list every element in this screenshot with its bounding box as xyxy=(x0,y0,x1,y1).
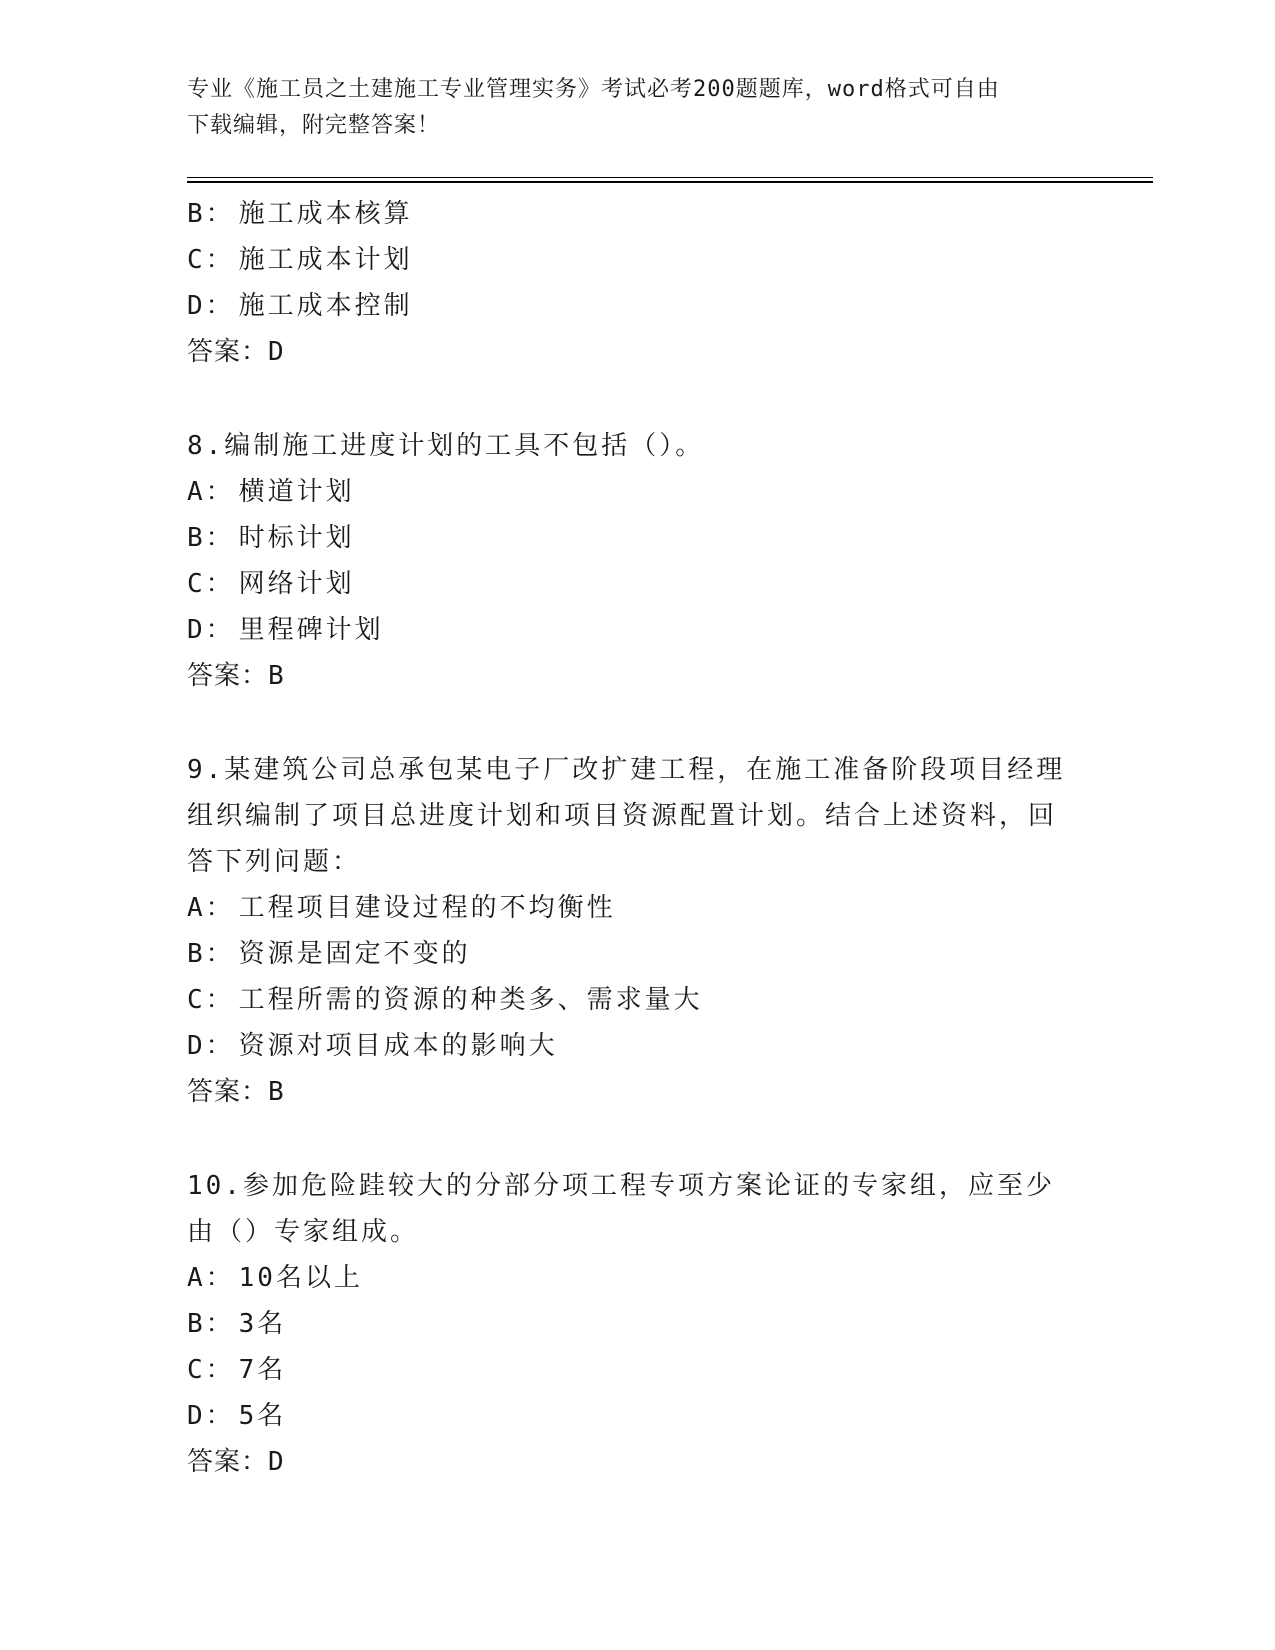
option-a xyxy=(187,469,1067,515)
option-label: B： xyxy=(187,199,235,229)
option-b xyxy=(187,515,1067,561)
option-text: 资源是固定不变的 xyxy=(238,939,471,969)
question-stem: 10.参加危险跬较大的分部分项工程专项方案论证的专家组，应至少由（）专家组成。 xyxy=(187,1171,1055,1247)
document-header xyxy=(187,72,1067,144)
option-label: C： xyxy=(187,569,235,599)
option-c xyxy=(187,977,1067,1023)
answer: 答案：D xyxy=(187,1447,285,1477)
option-text: 施工成本控制 xyxy=(238,291,413,321)
option-label: B： xyxy=(187,939,235,969)
option-text: 网络计划 xyxy=(238,569,355,599)
option-text: 横道计划 xyxy=(238,477,355,507)
question-block-7-partial xyxy=(187,191,1067,375)
option-text: 7名 xyxy=(238,1355,287,1385)
option-c xyxy=(187,1347,1067,1393)
answer: 答案：B xyxy=(187,1077,285,1107)
option-text: 施工成本计划 xyxy=(238,245,413,275)
option-text: 时标计划 xyxy=(238,523,355,553)
option-c xyxy=(187,561,1067,607)
option-label: C： xyxy=(187,245,235,275)
option-text: 里程碑计划 xyxy=(238,615,384,645)
answer: 答案：B xyxy=(187,661,285,691)
option-text: 3名 xyxy=(238,1309,287,1339)
option-label: D： xyxy=(187,1401,235,1431)
option-label: A： xyxy=(187,477,235,507)
option-label: A： xyxy=(187,1263,235,1293)
option-label: D： xyxy=(187,1031,235,1061)
option-text: 10名以上 xyxy=(238,1263,363,1293)
option-b xyxy=(187,931,1067,977)
question-stem: 8.编制施工进度计划的工具不包括（）。 xyxy=(187,431,705,461)
option-d xyxy=(187,1023,1067,1069)
option-a xyxy=(187,1255,1067,1301)
option-b xyxy=(187,191,1067,237)
question-block-10 xyxy=(187,1163,1067,1485)
header-divider-thick xyxy=(187,181,1153,183)
option-label: D： xyxy=(187,291,235,321)
option-d xyxy=(187,607,1067,653)
option-label: D： xyxy=(187,615,235,645)
answer: 答案：D xyxy=(187,337,285,367)
option-d xyxy=(187,283,1067,329)
question-list xyxy=(187,191,1067,1485)
option-label: C： xyxy=(187,1355,235,1385)
option-label: B： xyxy=(187,523,235,553)
header-line-2: 下载编辑，附完整答案！ xyxy=(187,113,441,138)
option-d xyxy=(187,1393,1067,1439)
header-line-1: 专业《施工员之土建施工专业管理实务》考试必考200题题库，word格式可自由 xyxy=(187,77,1000,102)
option-label: B： xyxy=(187,1309,235,1339)
option-a xyxy=(187,885,1067,931)
option-text: 施工成本核算 xyxy=(238,199,413,229)
option-c xyxy=(187,237,1067,283)
question-block-9 xyxy=(187,747,1067,1115)
header-divider-thin xyxy=(187,177,1153,178)
option-text: 5名 xyxy=(238,1401,287,1431)
option-label: C： xyxy=(187,985,235,1015)
option-b xyxy=(187,1301,1067,1347)
question-stem: 9.某建筑公司总承包某电子厂改扩建工程，在施工准备阶段项目经理组织编制了项目总进度计划和项目资源配置计划。结合上述资料，回答下列问题： xyxy=(187,755,1066,877)
option-label: A： xyxy=(187,893,235,923)
option-text: 工程所需的资源的种类多、需求量大 xyxy=(238,985,703,1015)
question-block-8 xyxy=(187,423,1067,699)
option-text: 工程项目建设过程的不均衡性 xyxy=(238,893,616,923)
option-text: 资源对项目成本的影响大 xyxy=(238,1031,558,1061)
